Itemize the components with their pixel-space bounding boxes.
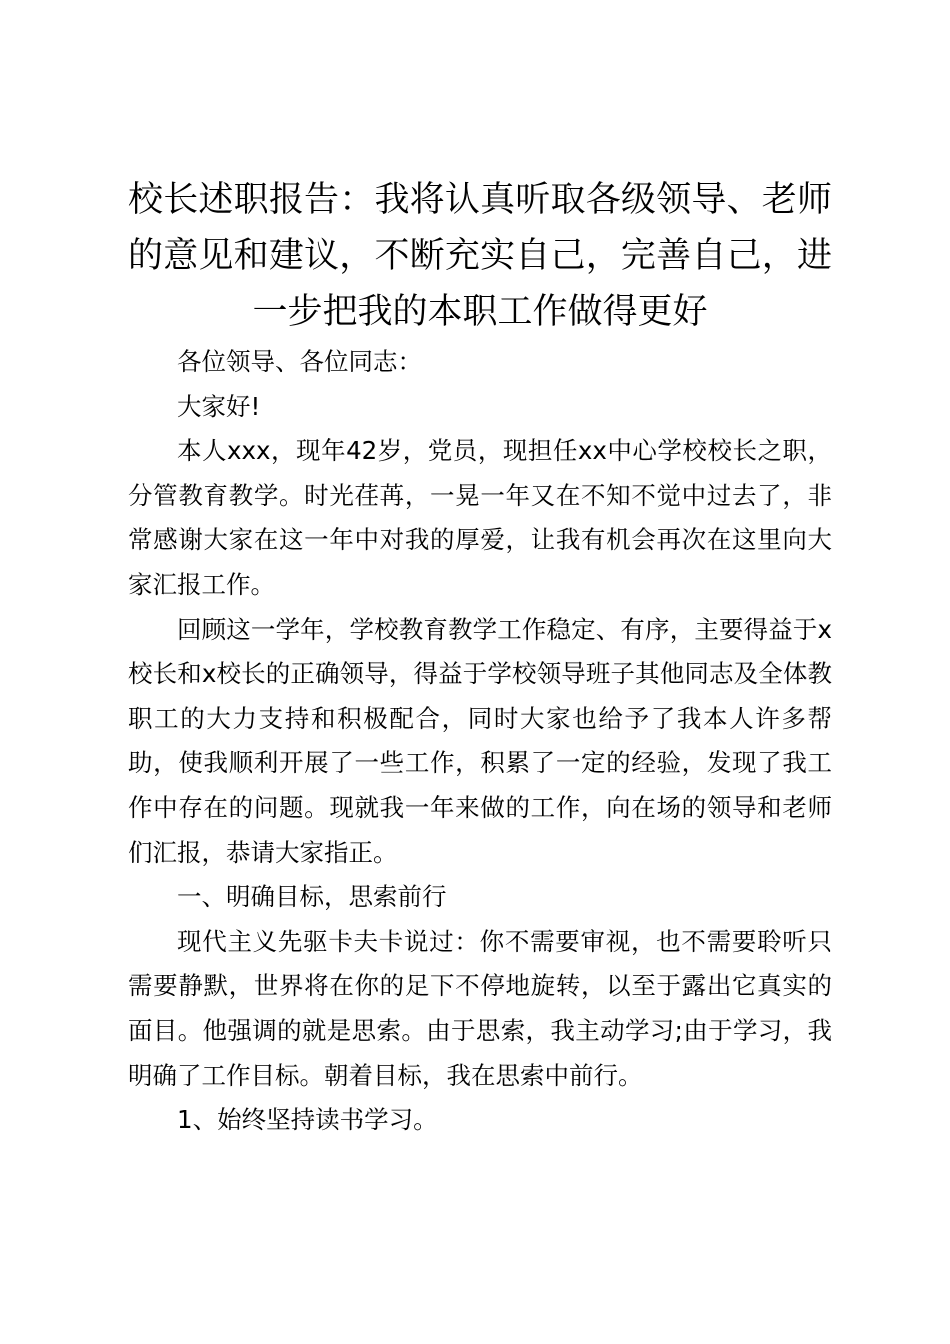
document-body [128,340,832,1143]
section-heading: 一、明确目标，思索前行 [177,882,447,912]
document-title: 校长述职报告：我将认真听取各级领导、老师的意见和建议，不断充实自己，完善自己，进一步把我的本职工作做得更好 [128,180,832,332]
paragraph-intro: 本人xxx，现年42岁，党员，现担任xx中心学校校长之职，分管教育教学。时光荏苒，一晃一年又在不知不觉中过去了，非常感谢大家在这一年中对我的厚爱，让我有机会再次在这里向大家汇报工作。 [128,436,832,599]
subsection-heading: 1、始终坚持读书学习。 [177,1105,438,1135]
salutation: 各位领导、各位同志： [177,347,422,376]
greeting: 大家好! [177,391,261,421]
paragraph-section1: 现代主义先驱卡夫卡说过：你不需要审视，也不需要聆听只需要静默，世界将在你的足下不停地旋转，以至于露出它真实的面目。他强调的就是思索。由于思索，我主动学习;由于学习，我明确了工作目标。朝着目标，我在思索中前行。 [128,926,832,1090]
paragraph-review: 回顾这一学年，学校教育教学工作稳定、有序，主要得益于x校长和x校长的正确领导，得益于学校领导班子其他同志及全体教职工的大力支持和积极配合，同时大家也给予了我本人许多帮助，使我顺利开展了一些工作，积累了一定的经验，发现了我工作中存在的问题。现就我一年来做的工作，向在场的领导和老师们汇报，恭请大家指正。 [128,614,832,867]
document-page [128,172,832,1143]
